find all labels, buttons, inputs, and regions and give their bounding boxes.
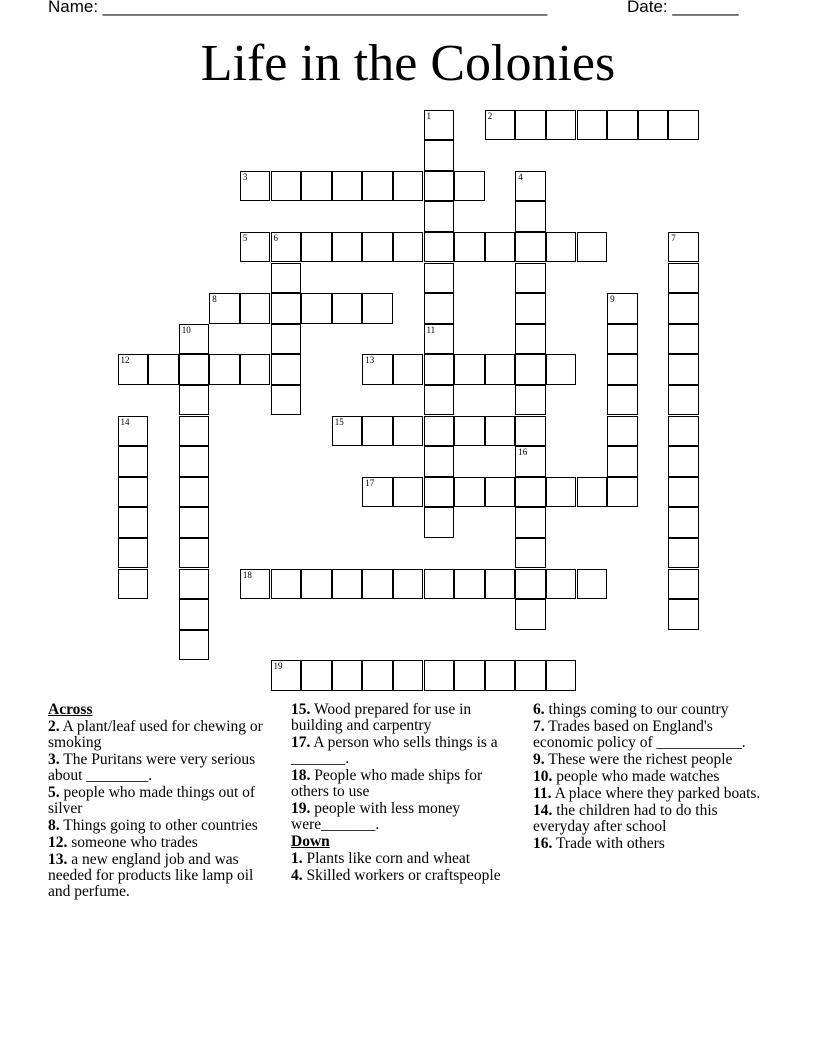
- grid-cell[interactable]: [424, 140, 455, 171]
- clue-column-2: [291, 702, 516, 885]
- clue-text: people who made watches: [556, 768, 720, 785]
- grid-cell[interactable]: [546, 569, 577, 600]
- grid-cell[interactable]: [485, 354, 516, 385]
- across-clue-13: [48, 852, 273, 900]
- grid-cell[interactable]: [546, 477, 577, 508]
- clue-column-3: [533, 702, 761, 853]
- grid-cell[interactable]: [209, 293, 240, 324]
- down-clue-11: [533, 786, 761, 802]
- grid-cell[interactable]: [271, 263, 302, 294]
- name-field-line[interactable]: Name: _______________________________________________: [48, 0, 548, 16]
- clue-text: Plants like corn and wheat: [306, 850, 471, 867]
- grid-cell[interactable]: [301, 569, 332, 600]
- clue-text: a new england job and was needed for products like lamp oil and perfume.: [48, 851, 254, 900]
- grid-cell[interactable]: [546, 232, 577, 263]
- across-clue-17: [291, 735, 516, 767]
- grid-cell[interactable]: [607, 293, 638, 324]
- grid-cell[interactable]: [668, 569, 699, 600]
- grid-cell[interactable]: [424, 232, 455, 263]
- clue-number: 11.: [533, 785, 552, 802]
- clue-text: These were the richest people: [548, 751, 733, 768]
- grid-cell[interactable]: [179, 324, 210, 355]
- grid-cell[interactable]: [485, 110, 516, 141]
- clue-text: A place where they parked boats.: [554, 785, 761, 802]
- clue-number: 3.: [48, 751, 60, 768]
- cell-number: 16: [518, 447, 528, 458]
- cell-number: 12: [120, 355, 130, 366]
- grid-cell[interactable]: [332, 569, 363, 600]
- grid-cell[interactable]: [454, 477, 485, 508]
- clue-number: 4.: [291, 867, 303, 884]
- grid-cell[interactable]: [118, 354, 149, 385]
- grid-cell[interactable]: [607, 354, 638, 385]
- grid-cell[interactable]: [179, 416, 210, 447]
- grid-cell[interactable]: [424, 507, 455, 538]
- grid-cell[interactable]: [393, 477, 424, 508]
- grid-cell[interactable]: [668, 110, 699, 141]
- clue-number: 1.: [291, 850, 303, 867]
- grid-cell[interactable]: [424, 385, 455, 416]
- grid-cell[interactable]: [485, 232, 516, 263]
- grid-cell[interactable]: [393, 569, 424, 600]
- clue-text: someone who trades: [71, 834, 198, 851]
- grid-cell[interactable]: [607, 446, 638, 477]
- grid-cell[interactable]: [668, 446, 699, 477]
- across-clue-8: [48, 818, 273, 834]
- grid-cell[interactable]: [240, 569, 271, 600]
- grid-cell[interactable]: [118, 477, 149, 508]
- grid-cell[interactable]: [301, 293, 332, 324]
- down-clue-16: [533, 836, 761, 852]
- grid-cell[interactable]: [393, 416, 424, 447]
- date-field-line[interactable]: Date: _______: [627, 0, 739, 16]
- grid-cell[interactable]: [424, 293, 455, 324]
- clue-text: the children had to do this everyday after school: [533, 802, 718, 835]
- grid-cell[interactable]: [577, 569, 608, 600]
- grid-cell[interactable]: [515, 660, 546, 691]
- grid-cell[interactable]: [607, 385, 638, 416]
- grid-cell[interactable]: [393, 660, 424, 691]
- cell-number: 17: [365, 477, 375, 488]
- down-clue-9: [533, 752, 761, 768]
- grid-cell[interactable]: [607, 416, 638, 447]
- grid-cell[interactable]: [515, 232, 546, 263]
- grid-cell[interactable]: [118, 507, 149, 538]
- grid-cell[interactable]: [424, 263, 455, 294]
- grid-cell[interactable]: [301, 232, 332, 263]
- cell-number: 4: [518, 171, 523, 182]
- grid-cell[interactable]: [179, 538, 210, 569]
- grid-cell[interactable]: [179, 446, 210, 477]
- grid-cell[interactable]: [424, 110, 455, 141]
- grid-cell[interactable]: [454, 660, 485, 691]
- clue-text: people with less money were_______.: [291, 800, 461, 833]
- grid-cell[interactable]: [362, 171, 393, 202]
- grid-cell[interactable]: [515, 477, 546, 508]
- grid-cell[interactable]: [668, 324, 699, 355]
- grid-cell[interactable]: [668, 385, 699, 416]
- grid-cell[interactable]: [577, 232, 608, 263]
- grid-cell[interactable]: [362, 293, 393, 324]
- cell-number: 18: [242, 569, 252, 580]
- grid-cell[interactable]: [240, 354, 271, 385]
- cell-number: 3: [242, 171, 248, 182]
- clue-text: things coming to our country: [548, 701, 729, 718]
- grid-cell[interactable]: [485, 477, 516, 508]
- grid-cell[interactable]: [454, 171, 485, 202]
- grid-cell[interactable]: [515, 263, 546, 294]
- grid-cell[interactable]: [668, 263, 699, 294]
- grid-cell[interactable]: [271, 171, 302, 202]
- grid-cell[interactable]: [362, 477, 393, 508]
- grid-cell[interactable]: [118, 446, 149, 477]
- grid-cell[interactable]: [485, 416, 516, 447]
- across-clue-18: [291, 768, 516, 800]
- across-clue-3: [48, 752, 273, 784]
- cell-number: 13: [365, 355, 375, 366]
- grid-cell[interactable]: [668, 232, 699, 263]
- cell-number: 5: [242, 232, 248, 243]
- clue-number: 13.: [48, 851, 68, 868]
- grid-cell[interactable]: [118, 569, 149, 600]
- grid-cell[interactable]: [515, 599, 546, 630]
- grid-cell[interactable]: [271, 660, 302, 691]
- grid-cell[interactable]: [577, 110, 608, 141]
- grid-cell[interactable]: [546, 660, 577, 691]
- across-clue-15: [291, 702, 516, 734]
- cell-number: 1: [426, 110, 431, 121]
- grid-cell[interactable]: [424, 324, 455, 355]
- grid-cell[interactable]: [362, 569, 393, 600]
- across-clue-12: [48, 835, 273, 851]
- grid-cell[interactable]: [179, 477, 210, 508]
- grid-cell[interactable]: [424, 660, 455, 691]
- down-heading: Down: [291, 833, 330, 850]
- clue-number: 16.: [533, 835, 553, 852]
- grid-cell[interactable]: [577, 477, 608, 508]
- grid-cell[interactable]: [179, 599, 210, 630]
- grid-cell[interactable]: [424, 171, 455, 202]
- grid-cell[interactable]: [454, 569, 485, 600]
- grid-cell[interactable]: [515, 446, 546, 477]
- grid-cell[interactable]: [668, 538, 699, 569]
- grid-cell[interactable]: [424, 569, 455, 600]
- grid-cell[interactable]: [424, 416, 455, 447]
- grid-cell[interactable]: [668, 293, 699, 324]
- clue-text: Wood prepared for use in building and carpentry: [291, 701, 472, 734]
- clue-number: 5.: [48, 784, 60, 801]
- grid-cell[interactable]: [362, 354, 393, 385]
- grid-cell[interactable]: [271, 569, 302, 600]
- grid-cell[interactable]: [638, 110, 669, 141]
- grid-cell[interactable]: [332, 660, 363, 691]
- grid-cell[interactable]: [515, 110, 546, 141]
- clue-text: A person who sells things is a _______.: [291, 734, 498, 767]
- clue-number: 19.: [291, 800, 311, 817]
- clue-number: 8.: [48, 817, 60, 834]
- grid-cell[interactable]: [362, 232, 393, 263]
- grid-cell[interactable]: [515, 201, 546, 232]
- down-clue-10: [533, 769, 761, 785]
- down-clue-4: [291, 868, 516, 884]
- clue-number: 17.: [291, 734, 311, 751]
- grid-cell[interactable]: [393, 232, 424, 263]
- grid-cell[interactable]: [515, 538, 546, 569]
- clue-number: 14.: [533, 802, 553, 819]
- clue-text: Skilled workers or craftspeople: [306, 867, 501, 884]
- grid-cell[interactable]: [454, 354, 485, 385]
- across-heading: Across: [48, 701, 93, 718]
- across-clue-2: [48, 719, 273, 751]
- cell-number: 2: [487, 110, 493, 121]
- grid-cell[interactable]: [393, 354, 424, 385]
- cell-number: 9: [610, 294, 615, 305]
- grid-cell[interactable]: [332, 232, 363, 263]
- down-clue-6: [533, 702, 761, 718]
- grid-cell[interactable]: [118, 416, 149, 447]
- grid-cell[interactable]: [454, 416, 485, 447]
- clue-number: 10.: [533, 768, 553, 785]
- clue-number: 6.: [533, 701, 545, 718]
- grid-cell[interactable]: [271, 293, 302, 324]
- grid-cell[interactable]: [424, 201, 455, 232]
- grid-cell[interactable]: [148, 354, 179, 385]
- grid-cell[interactable]: [301, 660, 332, 691]
- grid-cell[interactable]: [485, 569, 516, 600]
- grid-cell[interactable]: [607, 477, 638, 508]
- cell-number: 8: [212, 294, 217, 305]
- grid-cell[interactable]: [515, 569, 546, 600]
- cell-number: 11: [426, 324, 436, 335]
- cell-number: 15: [334, 416, 344, 427]
- clue-text: The Puritans were very serious about ________.: [48, 751, 256, 784]
- grid-cell[interactable]: [515, 324, 546, 355]
- grid-cell[interactable]: [515, 171, 546, 202]
- across-clue-5: [48, 785, 273, 817]
- grid-cell[interactable]: [546, 110, 577, 141]
- grid-cell[interactable]: [332, 171, 363, 202]
- grid-cell[interactable]: [271, 354, 302, 385]
- clue-number: 2.: [48, 718, 60, 735]
- grid-cell[interactable]: [668, 354, 699, 385]
- clue-number: 15.: [291, 701, 311, 718]
- clue-text: People who made ships for others to use: [291, 767, 483, 800]
- grid-cell[interactable]: [515, 416, 546, 447]
- down-clue-14: [533, 803, 761, 835]
- cell-number: 6: [273, 232, 278, 243]
- grid-cell[interactable]: [362, 416, 393, 447]
- grid-cell[interactable]: [607, 324, 638, 355]
- grid-cell[interactable]: [271, 232, 302, 263]
- grid-cell[interactable]: [271, 385, 302, 416]
- clue-text: Trade with others: [555, 835, 665, 852]
- grid-cell[interactable]: [240, 293, 271, 324]
- grid-cell[interactable]: [179, 354, 210, 385]
- grid-cell[interactable]: [362, 660, 393, 691]
- grid-cell[interactable]: [515, 385, 546, 416]
- page-title: Life in the Colonies: [200, 35, 616, 92]
- clue-number: 7.: [533, 718, 545, 735]
- grid-cell[interactable]: [301, 171, 332, 202]
- clue-text: Trades based on England's economic policy of ___________.: [533, 718, 746, 751]
- across-clue-19: [291, 801, 516, 833]
- clue-text: people who made things out of silver: [48, 784, 256, 817]
- grid-cell[interactable]: [454, 232, 485, 263]
- cell-number: 10: [181, 324, 191, 335]
- grid-cell[interactable]: [485, 660, 516, 691]
- grid-cell[interactable]: [240, 171, 271, 202]
- grid-cell[interactable]: [668, 599, 699, 630]
- cell-number: 19: [273, 661, 283, 672]
- grid-cell[interactable]: [424, 446, 455, 477]
- grid-cell[interactable]: [332, 293, 363, 324]
- clue-text: Things going to other countries: [63, 817, 258, 834]
- grid-cell[interactable]: [424, 354, 455, 385]
- grid-cell[interactable]: [209, 354, 240, 385]
- grid-cell[interactable]: [332, 416, 363, 447]
- grid-cell[interactable]: [668, 507, 699, 538]
- clue-column-1: [48, 702, 273, 901]
- grid-cell[interactable]: [179, 385, 210, 416]
- down-clue-7: [533, 719, 761, 751]
- grid-cell[interactable]: [179, 630, 210, 661]
- grid-cell[interactable]: [515, 293, 546, 324]
- clue-number: 9.: [533, 751, 545, 768]
- grid-cell[interactable]: [546, 354, 577, 385]
- grid-cell[interactable]: [393, 171, 424, 202]
- grid-cell[interactable]: [607, 110, 638, 141]
- grid-cell[interactable]: [271, 324, 302, 355]
- grid-cell[interactable]: [118, 538, 149, 569]
- clue-number: 18.: [291, 767, 311, 784]
- grid-cell[interactable]: [668, 416, 699, 447]
- clue-number: 12.: [48, 834, 68, 851]
- cell-number: 14: [120, 416, 130, 427]
- grid-cell[interactable]: [668, 477, 699, 508]
- grid-cell[interactable]: [179, 569, 210, 600]
- grid-cell[interactable]: [240, 232, 271, 263]
- grid-cell[interactable]: [424, 477, 455, 508]
- cell-number: 7: [671, 232, 676, 243]
- grid-cell[interactable]: [179, 507, 210, 538]
- down-clue-1: [291, 851, 516, 867]
- clue-text: A plant/leaf used for chewing or smoking: [48, 718, 263, 751]
- grid-cell[interactable]: [515, 507, 546, 538]
- grid-cell[interactable]: [515, 354, 546, 385]
